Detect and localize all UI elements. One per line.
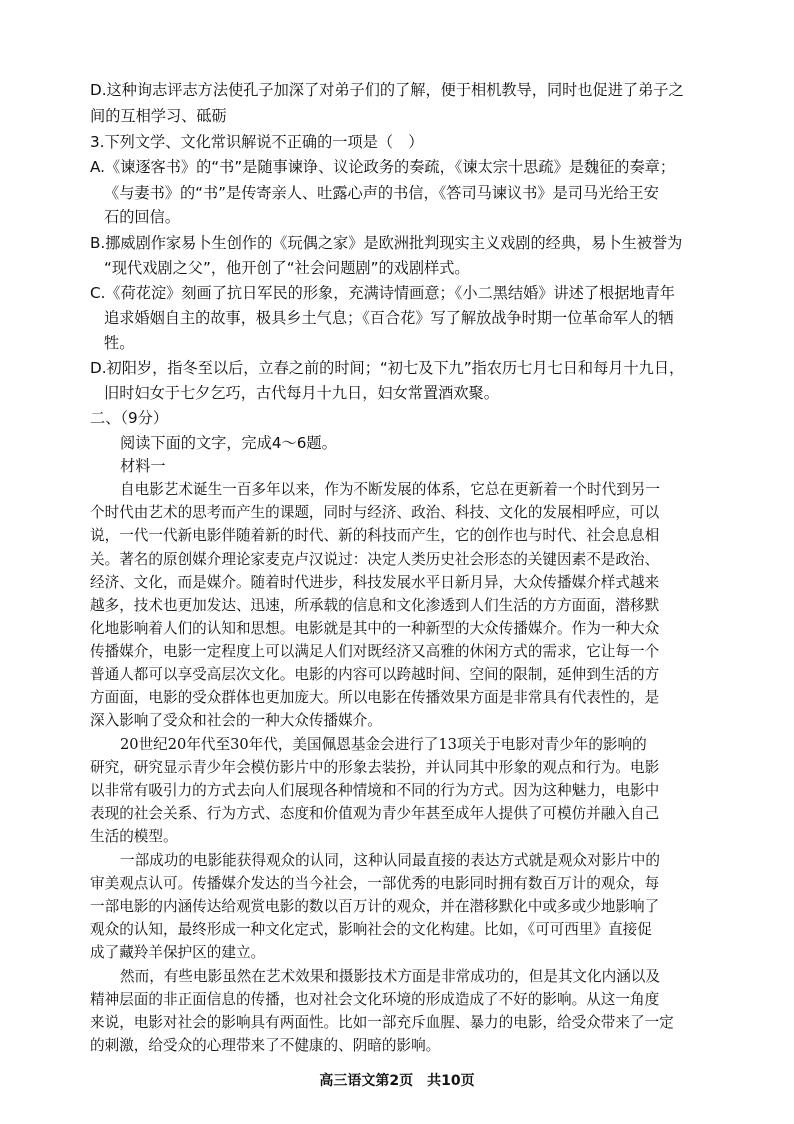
material-1-para-4-line: 精神层面的非正面信息的传播，也对社会文化环境的形成造成了不好的影响。从这一角度 (90, 991, 660, 1008)
material-1-para-1-line: 经济、文化，而是媒介。随着时代进步，科技发展水平日新月异，大众传播媒介样式越来 (90, 574, 660, 591)
material-1-para-1-line: 化地影响着人们的认知和思想。电影就是其中的一种新型的大众传播媒介。作为一种大众 (90, 620, 660, 637)
material-1-para-1-line: 越多，技术也更加发达、迅速，所承载的信息和文化渗透到人们生活的方方面面，潜移默 (90, 597, 660, 614)
material-1-para-4-line: 然而，有些电影虽然在艺术效果和摄影技术方面是非常成功的，但是其文化内涵以及 (120, 968, 660, 985)
material-1-para-1-line: 方面面，电影的受众群体也更加庞大。所以电影在传播效果方面是非常具有代表性的，是 (90, 689, 660, 706)
q2-option-d-line-1: D.这种询志评志方法使孔子加深了对弟子们的了解，便于相机教导，同时也促进了弟子之 (90, 81, 684, 99)
material-1-para-3-line: 审美观点认可。传播媒介发达的当今社会，一部优秀的电影同时拥有数百万计的观众，每 (90, 875, 660, 892)
q3-option-a-line-3: 石的回信。 (104, 208, 180, 226)
material-1-para-2-line: 表现的社会关系、行为方式、态度和价值观为青少年甚至成年人提供了可模仿并融入自己 (90, 805, 660, 822)
material-1-para-3-line: 一部成功的电影能获得观众的认同，这种认同最直接的表达方式就是观众对影片中的 (120, 852, 660, 869)
material-1-label: 材料一 (120, 457, 166, 475)
material-1-para-1-line: 普通人都可以享受高层次文化。电影的内容可以跨越时间、空间的限制，延伸到生活的方 (90, 666, 660, 683)
material-1-para-3-line: 观众的认知，最终形成一种文化定式，影响社会的文化构建。比如，《可可西里》直接促 (90, 921, 652, 938)
q2-option-d-line-2: 间的互相学习、砥砺 (90, 107, 227, 125)
material-1-para-2-line: 研究，研究显示青少年会模仿影片中的形象去装扮，并认同其中形象的观点和行为。电影 (90, 759, 660, 776)
q3-option-d-line-1: D.初阳岁，指冬至以后，立春之前的时间；“初七及下九”指农历七月七日和每月十九日， (90, 359, 685, 377)
material-1-para-1-line: 关。著名的原创媒介理论家麦克卢汉说过：决定人类历史社会形态的关键因素不是政治、 (90, 551, 660, 568)
q3-option-a-line-2: 《与妻书》的“书”是传寄亲人、吐露心声的书信，《答司马谏议书》是司马光给王安 (104, 184, 659, 202)
material-1-para-1-line: 个时代由艺术的思考而产生的课题，同时与经济、政治、科技、文化的发展相呼应，可以 (90, 504, 660, 521)
material-1-para-3-line: 一部电影的内涵传达给观赏电影的数以百万计的观众，并在潜移默化中或多或少地影响了 (90, 898, 660, 915)
material-1-para-2-line: 20世纪20年代至30年代，美国佩恩基金会进行了13项关于电影对青少年的影响的 (120, 736, 647, 753)
section-2-heading: 二、（9分） (90, 409, 169, 427)
q3-option-c-line-1: C.《荷花淀》刻画了抗日军民的形象，充满诗情画意；《小二黑结婚》讲述了根据地青年 (90, 284, 675, 302)
q3-option-b-line-1: B.挪威剧作家易卜生创作的《玩偶之家》是欧洲批判现实主义戏剧的经典，易卜生被誉为 (90, 234, 683, 252)
material-1-para-1-line: 传播媒介，电影一定程度上可以满足人们对既经济又高雅的休闲方式的需求，它让每一个 (90, 643, 660, 660)
q3-option-b-line-2: “现代戏剧之父”，他开创了“社会问题剧”的戏剧样式。 (104, 259, 470, 277)
q3-option-a-line-1: A.《谏逐客书》的“书”是随事谏诤、议论政务的奏疏，《谏太宗十思疏》是魏征的奏章； (90, 158, 676, 176)
material-1-para-4-line: 的刺激，给受众的心理带来了不健康的、阴暗的影响。 (90, 1037, 441, 1054)
q3-option-d-line-2: 旧时妇女于七夕乞巧，古代每月十九日，妇女常置酒欢聚。 (104, 384, 499, 402)
q3-option-c-line-2: 追求婚姻自主的故事，极具乡土气息；《百合花》写了解放战争时期一位革命军人的牺 (104, 309, 674, 327)
material-1-para-2-line: 生活的模型。 (90, 828, 178, 845)
material-1-para-3-line: 成了藏羚羊保护区的建立。 (90, 944, 266, 961)
q3-stem: 3.下列文学、文化常识解说不正确的一项是（ ） (90, 133, 424, 151)
material-1-para-4-line: 来说，电影对社会的影响具有两面性。比如一部充斥血腥、暴力的电影，给受众带来了一定 (90, 1014, 674, 1031)
material-1-para-1-line: 说，一代一代新电影伴随着新的时代、新的科技而产生，它的创作也与时代、社会息息相 (90, 527, 660, 544)
material-1-para-2-line: 以非常有吸引力的方式去向人们展现各种情境和不同的行为方式。因为这种魅力，电影中 (90, 782, 660, 799)
material-1-para-1-line: 深入影响了受众和社会的一种大众传播媒介。 (90, 712, 382, 729)
section-2-instruction: 阅读下面的文字，完成4～6题。 (120, 434, 337, 452)
page-footer: 高三语文第2页 共10页 (319, 1073, 475, 1089)
material-1-para-1-line: 自电影艺术诞生一百多年以来，作为不断发展的体系，它总在更新着一个时代到另一 (120, 481, 660, 498)
q3-option-c-line-3: 牲。 (104, 334, 135, 352)
